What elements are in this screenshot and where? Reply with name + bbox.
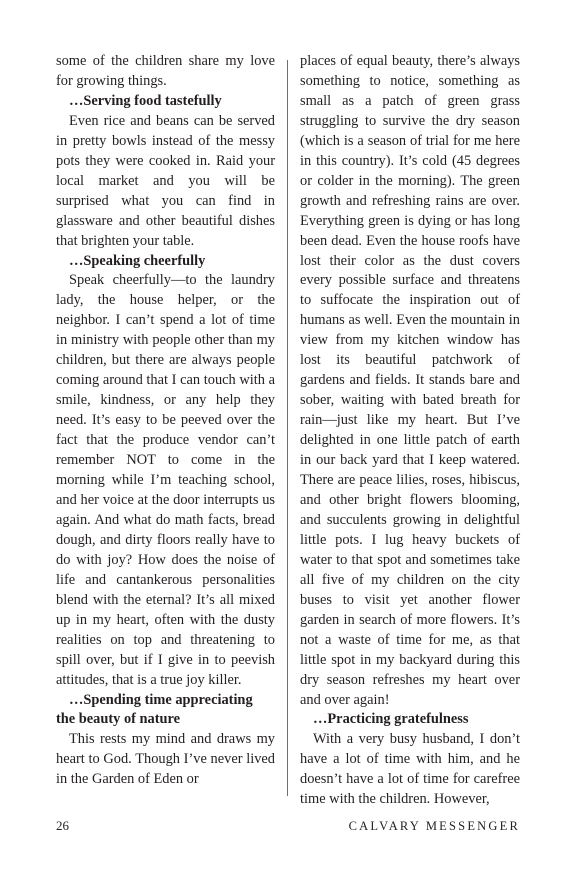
subheading-speaking-cheerfully: …Speaking cheerfully [69,252,206,269]
paragraph: Speak cheerfully—to the laundry lady, the house helper, or the neighbor. I can’t spend a lot of time in ministry with people other than my children, but there are always people coming around that I can touch with a smile, kindness, or any help they need. It’s easy to be peeved over the fact that the produce vendor can’t remember NOT to come in the morning while I’m teaching school, and her voice at the door interrupts us again. And what do math facts, bread dough, and dirty floors really have to do with joy? How does the noise of life and cantankerous personalities blend with the eternal? It’s all mixed up in my heart, often with the dusty realities on top and threatening to spill over, but if I give in to peevish attitudes, that is a true joy killer. [56,272,275,688]
paragraph-continued: some of the children share my love for growing things. [56,53,275,89]
paragraph-continued: places of equal beauty, there’s always something to notice, something as small as a patch of green grass struggling to survive the dry season (which is a season of trial for me here in this country). It’s cold (45 degrees or colder in the morning). The green growth and refreshing rains are over. Everything green is dying or has long been dead. Even the house roofs have lost their color as the dust covers every possible surface and threatens to suffocate the inspiration out of humans as well. Even the mountain in view from my kitchen window has lost its beautiful patchwork of gardens and fields. It stands bare and sober, waiting with bated breath for rain—just like my heart. But I’ve delighted in one little patch of earth in our back yard that I keep watered. There are peace lilies, roses, hibiscus, and other bright flowers blooming, and succulents growing in delightful little pots. I lug heavy buckets of water to that spot and sometimes take all five of my children on the city buses to visit yet another flower garden in search of more flowers. It’s not a waste of time for me, as that little spot in my backyard during this dry season refreshes my heart over and over again! [300,53,520,708]
paragraph: Even rice and beans can be served in pretty bowls instead of the messy pots they were cooked in. Raid your local market and you will be surprised what you can find in glassware and other beautiful dishes that brighten your table. [56,112,275,249]
paragraph: With a very busy husband, I don’t have a lot of time with him, and he doesn’t have a lot of time for carefree time with the children. However, [300,731,520,808]
page-number: 26 [56,818,69,833]
subheading-serving-food: …Serving food tastefully [69,92,222,109]
paragraph: This rests my mind and draws my heart to God. Though I’ve never lived in the Garden of Eden or [56,731,275,788]
left-column [56,52,275,790]
column-divider [287,60,288,796]
subheading-beauty-of-nature: …Spending time appreciating the beauty of nature [56,691,253,728]
publication-name: CALVARY MESSENGER [348,819,520,833]
subheading-practicing-gratefulness: …Practicing gratefulness [313,711,469,728]
right-column [300,52,520,810]
